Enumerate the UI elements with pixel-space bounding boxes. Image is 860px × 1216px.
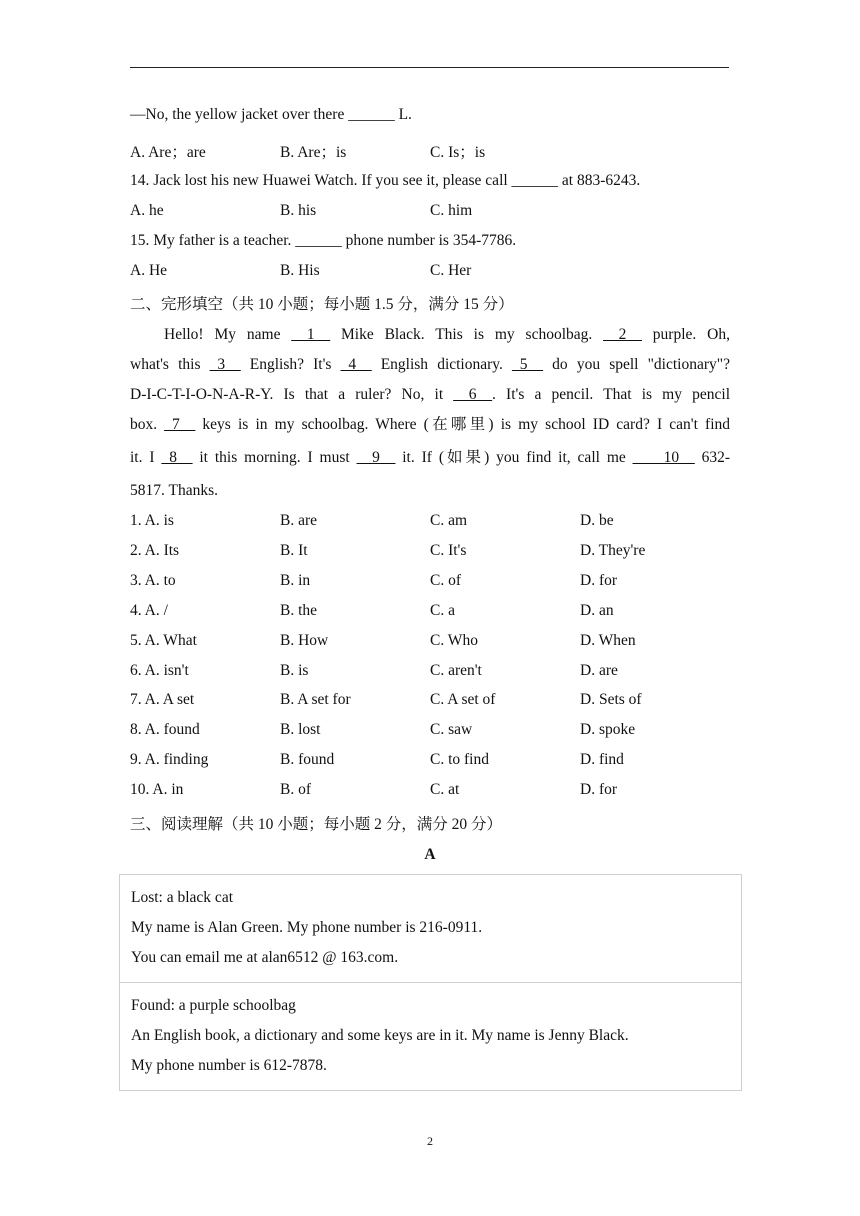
cloze-text: English dictionary. xyxy=(371,356,513,373)
section3-heading: 三、阅读理解（共 10 小题；每小题 2 分，满分 20 分） xyxy=(130,816,503,833)
cloze-text: 632- xyxy=(694,449,730,466)
cloze-passage xyxy=(130,320,730,506)
cloze-option-c: C. at xyxy=(430,781,460,799)
cloze-question-option-a: 4. A. / xyxy=(130,601,168,619)
notice-lost-line: My name is Alan Green. My phone number is 216-0911. xyxy=(131,919,483,936)
notice-found-title: Found: a purple schoolbag xyxy=(131,997,296,1014)
cloze-option-c: C. aren't xyxy=(430,661,482,679)
q14-option-a: A. he xyxy=(130,202,164,219)
cloze-question-option-a: 6. A. isn't xyxy=(130,661,189,679)
cloze-option-b: B. of xyxy=(280,781,311,799)
cloze-line-6: 5817. Thanks. xyxy=(130,482,218,499)
cloze-line-3 xyxy=(130,380,730,410)
cloze-option-b: B. It xyxy=(280,541,308,559)
q13-option-b: B. Are；is xyxy=(280,144,347,161)
cloze-text: keys is in my schoolbag. Where (在哪里) is my school ID card? I can't find xyxy=(195,416,731,433)
cloze-option-d: D. They're xyxy=(580,541,646,559)
cloze-text: it this morning. I must xyxy=(192,449,357,466)
notice-found-line: An English book, a dictionary and some keys are in it. My name is Jenny Black. xyxy=(131,1027,629,1044)
cloze-question-option-a: 10. A. in xyxy=(130,781,184,799)
cloze-text: box. xyxy=(130,416,165,433)
cloze-question-option-a: 8. A. found xyxy=(130,721,200,739)
cloze-blank-5: _5__ xyxy=(512,356,544,373)
cloze-option-b: B. found xyxy=(280,751,335,769)
cloze-option-d: D. spoke xyxy=(580,721,636,739)
q15-option-b: B. His xyxy=(280,262,320,279)
cloze-blank-2: __2__ xyxy=(603,326,642,343)
cloze-text: Mike Black. This is my schoolbag. xyxy=(330,326,604,343)
cloze-option-d: D. are xyxy=(580,661,618,679)
passage-label: A xyxy=(424,846,436,863)
q15-option-c: C. Her xyxy=(430,262,472,279)
cloze-blank-7: _7__ xyxy=(164,416,196,433)
q15-stem: 15. My father is a teacher. ______ phone number is 354-7786. xyxy=(130,232,517,249)
cloze-text: do you spell "dictionary"? xyxy=(543,356,730,373)
cloze-option-b: B. How xyxy=(280,631,329,649)
cloze-line-4 xyxy=(130,410,730,440)
q14-option-b: B. his xyxy=(280,202,317,219)
cloze-option-c: C. Who xyxy=(430,631,478,649)
cloze-line-5 xyxy=(130,440,730,476)
cloze-blank-10: ____10__ xyxy=(632,449,695,466)
cloze-question-option-a: 5. A. What xyxy=(130,631,197,649)
cloze-option-d: D. be xyxy=(580,512,614,529)
cloze-option-d: D. find xyxy=(580,751,624,769)
cloze-blank-8: _8__ xyxy=(161,449,193,466)
cloze-question-option-a: 3. A. to xyxy=(130,571,176,589)
cloze-option-c: C. A set of xyxy=(430,691,496,709)
notice-table xyxy=(119,874,742,1091)
cloze-option-b: B. in xyxy=(280,571,311,589)
q15-option-a: A. He xyxy=(130,262,168,279)
cloze-option-c: C. of xyxy=(430,571,461,589)
cloze-text: Hello! My name xyxy=(164,326,292,343)
header-rule xyxy=(130,67,729,68)
q14-stem: 14. Jack lost his new Huawei Watch. If you see it, please call ______ at 883-6243. xyxy=(130,172,641,189)
cloze-question-option-a: 2. A. Its xyxy=(130,541,180,559)
section2-heading: 二、完形填空（共 10 小题；每小题 1.5 分，满分 15 分） xyxy=(130,296,514,313)
cloze-option-b: B. are xyxy=(280,512,318,529)
cloze-option-c: C. am xyxy=(430,512,468,529)
cloze-blank-3: _3__ xyxy=(209,356,241,373)
cloze-text: purple. Oh, xyxy=(641,326,730,343)
cloze-option-b: B. the xyxy=(280,601,318,619)
cloze-option-d: D. When xyxy=(580,631,636,649)
cloze-blank-1: __1__ xyxy=(291,326,331,343)
cloze-option-b: B. lost xyxy=(280,721,321,739)
notice-lost-title: Lost: a black cat xyxy=(131,889,233,906)
cloze-question-option-a: 9. A. finding xyxy=(130,751,209,769)
cloze-option-b: B. A set for xyxy=(280,691,351,709)
cloze-blank-4: _4__ xyxy=(340,356,372,373)
cloze-option-c: C. saw xyxy=(430,721,473,739)
cloze-question-option-a: 1. A. is xyxy=(130,512,174,529)
cloze-option-b: B. is xyxy=(280,661,309,679)
cloze-option-d: D. for xyxy=(580,781,618,799)
cloze-text: D-I-C-T-I-O-N-A-R-Y. Is that a ruler? No, it xyxy=(130,386,454,403)
cloze-option-d: D. for xyxy=(580,571,618,589)
page-number: 2 xyxy=(427,1134,433,1148)
notice-lost-line: You can email me at alan6512 @ 163.com. xyxy=(131,949,399,966)
cloze-option-d: D. Sets of xyxy=(580,691,642,709)
notice-found xyxy=(120,982,741,1090)
notice-lost xyxy=(120,875,741,982)
cloze-text: it. If (如果) you find it, call me xyxy=(395,449,633,466)
cloze-line-1 xyxy=(130,320,730,350)
cloze-option-c: C. to find xyxy=(430,751,489,769)
cloze-text: it. I xyxy=(130,449,162,466)
q13-option-a: A. Are；are xyxy=(130,144,206,161)
cloze-line-2 xyxy=(130,350,730,380)
cloze-text: English? It's xyxy=(240,356,341,373)
cloze-blank-6: __6__ xyxy=(453,386,493,403)
notice-found-line: My phone number is 612-7878. xyxy=(131,1057,327,1074)
cloze-text: . It's a pencil. That is my pencil xyxy=(492,386,731,403)
cloze-option-c: C. It's xyxy=(430,541,467,559)
cloze-option-d: D. an xyxy=(580,601,614,619)
cloze-question-option-a: 7. A. A set xyxy=(130,691,195,709)
cloze-option-c: C. a xyxy=(430,601,455,619)
q13-option-c: C. Is；is xyxy=(430,144,486,161)
cloze-blank-9: __9__ xyxy=(356,449,396,466)
q14-option-c: C. him xyxy=(430,202,473,219)
cloze-text: what's this xyxy=(130,356,210,373)
q13-answer-line: —No, the yellow jacket over there ______ L. xyxy=(130,106,412,123)
